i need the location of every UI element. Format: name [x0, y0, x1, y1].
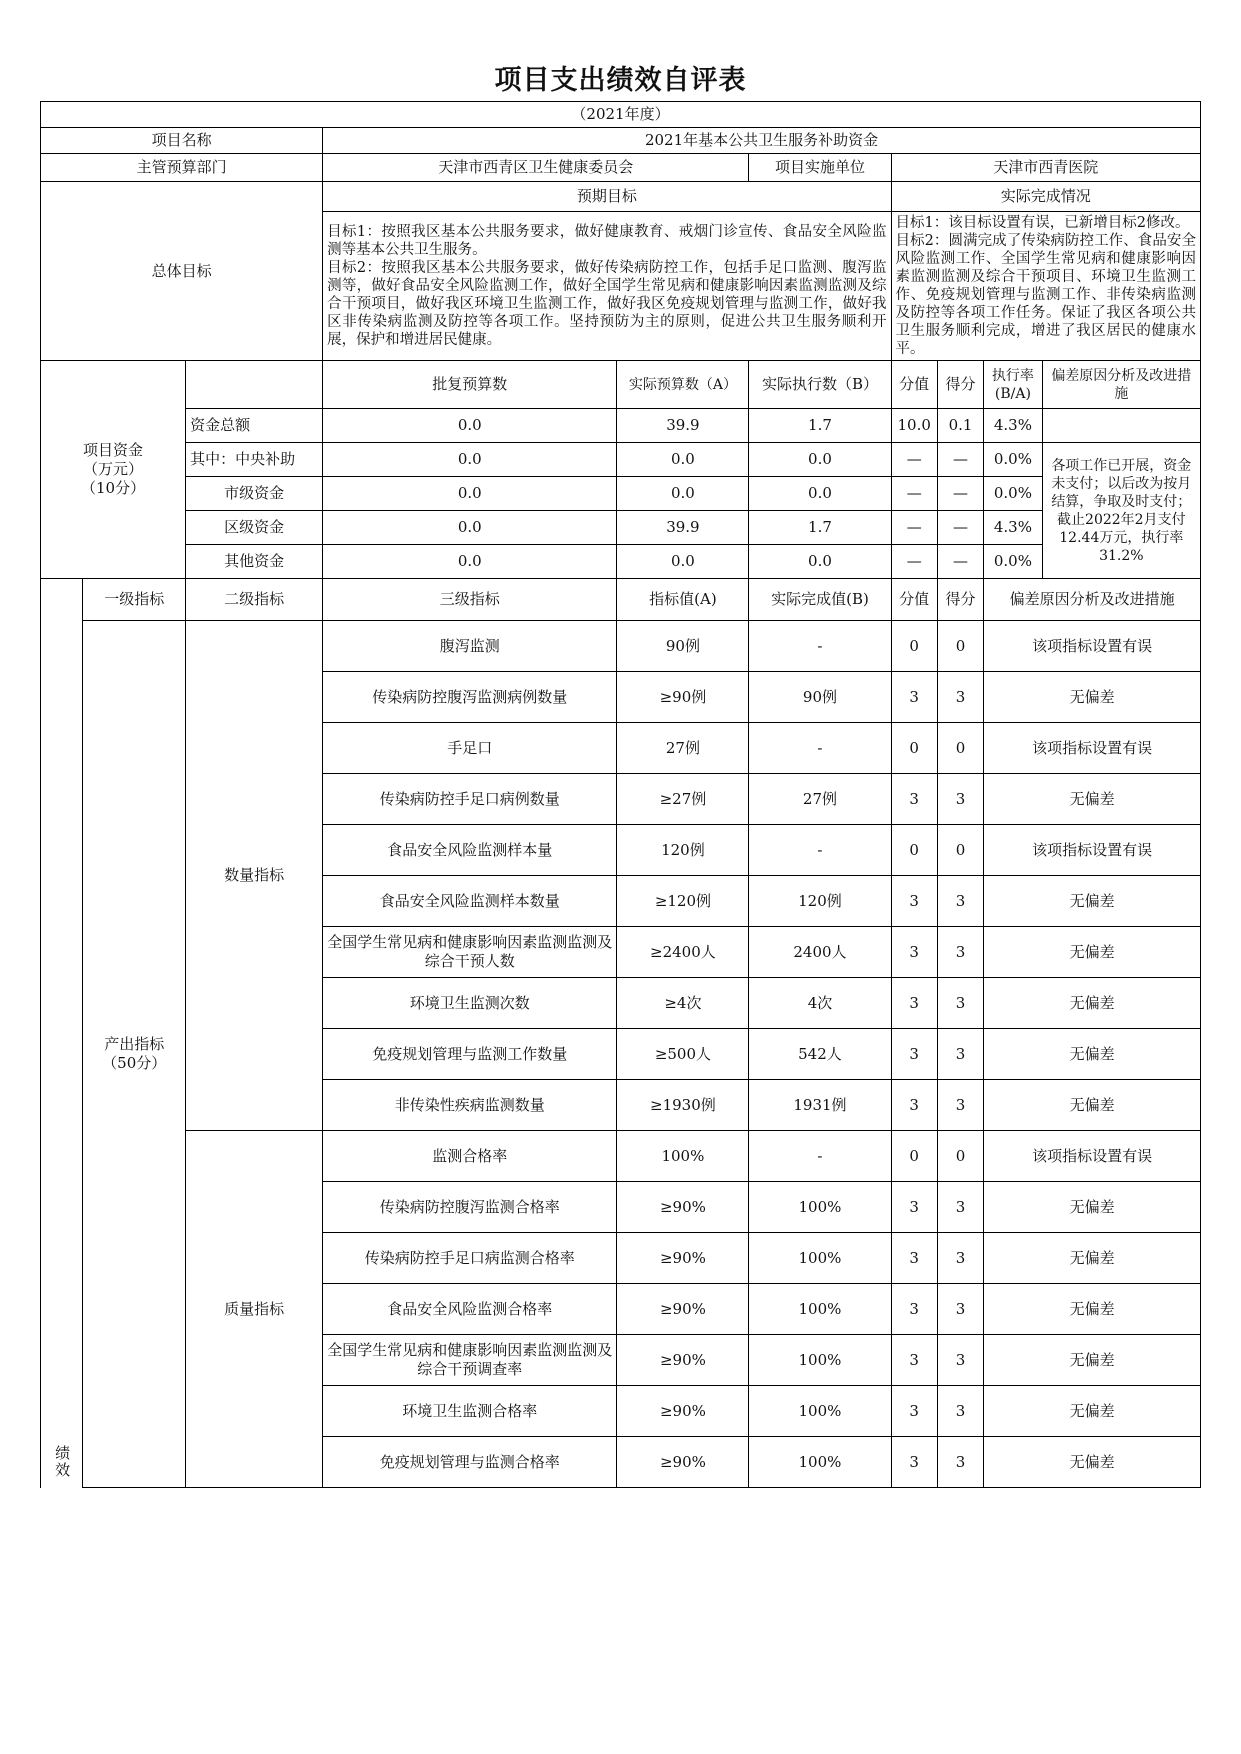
- funds-row-rate: 0.0%: [984, 545, 1042, 579]
- funds-row-score: —: [937, 545, 983, 579]
- funds-analysis-text: 各项工作已开展，资金未支付；以后改为按月结算，争取及时支付；截止2022年2月支付12.44万元，执行率31.2%: [1042, 443, 1200, 579]
- indicator-analysis: 无偏差: [984, 927, 1201, 978]
- indicator-score-value: 3: [891, 978, 937, 1029]
- funds-header-approved: 批复预算数: [323, 361, 617, 409]
- evaluation-table: [40, 101, 1201, 1488]
- indicator-score: 3: [937, 876, 983, 927]
- indicator-score-value: 3: [891, 774, 937, 825]
- funds-row-actual-budget: 0.0: [617, 443, 749, 477]
- funds-label: 项目资金 （万元） （10分）: [41, 361, 186, 579]
- department-label: 主管预算部门: [41, 154, 323, 182]
- indicator-target: 100%: [617, 1131, 749, 1182]
- indicator-name: 食品安全风险监测样本数量: [323, 876, 617, 927]
- indicator-analysis: 无偏差: [984, 1080, 1201, 1131]
- indicator-score-value: 0: [891, 825, 937, 876]
- indicator-actual: 100%: [749, 1386, 891, 1437]
- indicator-name: 非传染性疾病监测数量: [323, 1080, 617, 1131]
- indicator-score-value: 3: [891, 927, 937, 978]
- funds-header-blank: [186, 361, 323, 409]
- indicator-score-value: 3: [891, 1029, 937, 1080]
- indicator-score-value: 3: [891, 1233, 937, 1284]
- funds-row-name: 市级资金: [186, 477, 323, 511]
- funds-row-score-value: —: [891, 443, 937, 477]
- indicator-target: ≥120例: [617, 876, 749, 927]
- quality-indicator-label: 质量指标: [186, 1131, 323, 1488]
- indicator-actual: -: [749, 1131, 891, 1182]
- indicator-score: 0: [937, 1131, 983, 1182]
- indicator-target: ≥90%: [617, 1386, 749, 1437]
- funds-row-actual-budget: 0.0: [617, 477, 749, 511]
- indicator-name: 食品安全风险监测样本量: [323, 825, 617, 876]
- quantity-indicator-label: 数量指标: [186, 621, 323, 1131]
- actual-goal-text: 目标1：该目标设置有误，已新增目标2修改。 目标2：圆满完成了传染病防控工作、食品安全风险监测工作、全国学生常见病和健康影响因素监测监测及综合干预项目、环境卫生监测工作、免疫规划管理与监测工作、非传染病监测及防控等各项工作任务。保证了我区各项公共卫生服务顺利完成，增进了我区居民的健康水平。: [891, 212, 1200, 361]
- indicator-analysis: 该项指标设置有误: [984, 621, 1201, 672]
- funds-row-actual-budget: 39.9: [617, 511, 749, 545]
- project-name-label: 项目名称: [41, 128, 323, 154]
- indicator-name: 传染病防控手足口病例数量: [323, 774, 617, 825]
- indicator-header-level2: 二级指标: [186, 579, 323, 621]
- expected-goal-header: 预期目标: [323, 182, 891, 212]
- indicator-name: 免疫规划管理与监测工作数量: [323, 1029, 617, 1080]
- indicator-analysis: 无偏差: [984, 876, 1201, 927]
- indicator-actual: 100%: [749, 1335, 891, 1386]
- indicator-target: ≥27例: [617, 774, 749, 825]
- indicator-name: 监测合格率: [323, 1131, 617, 1182]
- funds-row: [41, 443, 1201, 477]
- indicator-actual: -: [749, 723, 891, 774]
- funds-analysis-empty: [1042, 409, 1200, 443]
- indicator-score-value: 3: [891, 1080, 937, 1131]
- indicator-name: 腹泻监测: [323, 621, 617, 672]
- indicator-actual: 100%: [749, 1233, 891, 1284]
- expected-goal-text: 目标1：按照我区基本公共服务要求，做好健康教育、戒烟门诊宣传、食品安全风险监测等基本公共卫生服务。 目标2：按照我区基本公共服务要求，做好传染病防控工作，包括手足口监测、腹泻监测等，做好食品安全风险监测工作，做好全国学生常见病和健康影响因素监测监测及综合干预项目，做好我区环境卫生监测工作，做好我区免疫规划管理与监测工作，做好我区非传染病监测及防控等各项工作。坚持预防为主的原则，促进公共卫生服务顺利开展，保护和增进居民健康。: [323, 212, 891, 361]
- indicator-name: 全国学生常见病和健康影响因素监测监测及综合干预调查率: [323, 1335, 617, 1386]
- indicator-score-value: 0: [891, 723, 937, 774]
- funds-row-executed: 0.0: [749, 477, 891, 511]
- indicator-name: 传染病防控腹泻监测病例数量: [323, 672, 617, 723]
- funds-row-executed: 1.7: [749, 409, 891, 443]
- indicator-score: 3: [937, 927, 983, 978]
- indicator-score-value: 0: [891, 621, 937, 672]
- indicator-score-value: 3: [891, 876, 937, 927]
- funds-row-executed: 0.0: [749, 545, 891, 579]
- indicator-score: 0: [937, 723, 983, 774]
- indicator-target: ≥2400人: [617, 927, 749, 978]
- funds-row-score-value: 10.0: [891, 409, 937, 443]
- funds-row: [41, 511, 1201, 545]
- funds-row-name: 资金总额: [186, 409, 323, 443]
- indicator-target: ≥90%: [617, 1437, 749, 1488]
- funds-row-approved: 0.0: [323, 409, 617, 443]
- funds-row-score: —: [937, 477, 983, 511]
- funds-row-score-value: —: [891, 545, 937, 579]
- indicator-target: ≥500人: [617, 1029, 749, 1080]
- indicator-actual: -: [749, 621, 891, 672]
- funds-row-executed: 1.7: [749, 511, 891, 545]
- indicator-actual: 2400人: [749, 927, 891, 978]
- indicator-name: 传染病防控腹泻监测合格率: [323, 1182, 617, 1233]
- funds-row-score-value: —: [891, 477, 937, 511]
- indicator-score-value: 3: [891, 1335, 937, 1386]
- funds-row-approved: 0.0: [323, 545, 617, 579]
- indicator-target: ≥90例: [617, 672, 749, 723]
- indicator-name: 免疫规划管理与监测合格率: [323, 1437, 617, 1488]
- indicator-score: 0: [937, 825, 983, 876]
- funds-header-rate: 执行率(B/A): [984, 361, 1042, 409]
- funds-row-name: 区级资金: [186, 511, 323, 545]
- indicator-analysis: 该项指标设置有误: [984, 825, 1201, 876]
- indicator-score: 3: [937, 1233, 983, 1284]
- indicator-score-value: 0: [891, 1131, 937, 1182]
- indicator-score-value: 3: [891, 1284, 937, 1335]
- indicator-actual: -: [749, 825, 891, 876]
- funds-header-analysis: 偏差原因分析及改进措施: [1042, 361, 1200, 409]
- performance-label: 绩效: [53, 1444, 72, 1479]
- indicator-score: 3: [937, 1284, 983, 1335]
- indicator-actual: 120例: [749, 876, 891, 927]
- funds-header-score-value: 分值: [891, 361, 937, 409]
- performance-section-label: [41, 579, 83, 1488]
- funds-row-rate: 4.3%: [984, 409, 1042, 443]
- indicator-target: ≥90%: [617, 1182, 749, 1233]
- indicator-actual: 90例: [749, 672, 891, 723]
- funds-row-score: —: [937, 511, 983, 545]
- funds-row: [41, 545, 1201, 579]
- indicator-target: 27例: [617, 723, 749, 774]
- indicator-target: ≥90%: [617, 1233, 749, 1284]
- funds-row-rate: 0.0%: [984, 443, 1042, 477]
- indicator-target: ≥90%: [617, 1335, 749, 1386]
- department-value: 天津市西青区卫生健康委员会: [323, 154, 749, 182]
- page-title: 项目支出绩效自评表: [494, 65, 747, 96]
- funds-row-approved: 0.0: [323, 477, 617, 511]
- funds-row-rate: 4.3%: [984, 511, 1042, 545]
- funds-row-executed: 0.0: [749, 443, 891, 477]
- year-cell: （2021年度）: [41, 102, 1201, 128]
- indicator-score: 3: [937, 774, 983, 825]
- funds-row-actual-budget: 0.0: [617, 545, 749, 579]
- implementing-unit-label: 项目实施单位: [749, 154, 891, 182]
- indicator-name: 全国学生常见病和健康影响因素监测监测及综合干预人数: [323, 927, 617, 978]
- indicator-analysis: 无偏差: [984, 1029, 1201, 1080]
- indicator-score: 3: [937, 978, 983, 1029]
- indicator-row: [41, 1131, 1201, 1182]
- funds-row-approved: 0.0: [323, 511, 617, 545]
- indicator-header-score-value: 分值: [891, 579, 937, 621]
- funds-header-executed: 实际执行数（B）: [749, 361, 891, 409]
- indicator-analysis: 无偏差: [984, 978, 1201, 1029]
- indicator-score-value: 3: [891, 1437, 937, 1488]
- indicator-analysis: 该项指标设置有误: [984, 723, 1201, 774]
- indicator-analysis: 无偏差: [984, 1233, 1201, 1284]
- indicator-name: 环境卫生监测次数: [323, 978, 617, 1029]
- indicator-target: ≥1930例: [617, 1080, 749, 1131]
- funds-header-actual-budget: 实际预算数（A）: [617, 361, 749, 409]
- indicator-score: 3: [937, 1386, 983, 1437]
- indicator-analysis: 无偏差: [984, 1284, 1201, 1335]
- indicator-name: 传染病防控手足口病监测合格率: [323, 1233, 617, 1284]
- indicator-target: 90例: [617, 621, 749, 672]
- project-name-value: 2021年基本公共卫生服务补助资金: [323, 128, 1201, 154]
- indicator-target: 120例: [617, 825, 749, 876]
- funds-row-rate: 0.0%: [984, 477, 1042, 511]
- indicator-analysis: 无偏差: [984, 1335, 1201, 1386]
- funds-row-approved: 0.0: [323, 443, 617, 477]
- indicator-target: ≥4次: [617, 978, 749, 1029]
- funds-header-score: 得分: [937, 361, 983, 409]
- indicator-header-score: 得分: [937, 579, 983, 621]
- indicator-score: 3: [937, 1182, 983, 1233]
- funds-row-score: —: [937, 443, 983, 477]
- indicator-name: 环境卫生监测合格率: [323, 1386, 617, 1437]
- actual-goal-header: 实际完成情况: [891, 182, 1200, 212]
- indicator-score: 0: [937, 621, 983, 672]
- indicator-score: 3: [937, 1080, 983, 1131]
- indicator-header-level3: 三级指标: [323, 579, 617, 621]
- overall-goal-label: 总体目标: [41, 182, 323, 361]
- indicator-actual: 100%: [749, 1284, 891, 1335]
- funds-row-score-value: —: [891, 511, 937, 545]
- funds-row-name: 其中：中央补助: [186, 443, 323, 477]
- indicator-actual: 4次: [749, 978, 891, 1029]
- funds-row: [41, 477, 1201, 511]
- indicator-score-value: 3: [891, 1386, 937, 1437]
- indicator-actual: 1931例: [749, 1080, 891, 1131]
- implementing-unit-value: 天津市西青医院: [891, 154, 1200, 182]
- funds-row-name: 其他资金: [186, 545, 323, 579]
- indicator-analysis: 无偏差: [984, 1437, 1201, 1488]
- indicator-score: 3: [937, 1437, 983, 1488]
- indicator-header-level1: 一级指标: [83, 579, 186, 621]
- funds-row-score: 0.1: [937, 409, 983, 443]
- indicator-header-target: 指标值(A): [617, 579, 749, 621]
- indicator-analysis: 该项指标设置有误: [984, 1131, 1201, 1182]
- indicator-actual: 542人: [749, 1029, 891, 1080]
- indicator-header-analysis: 偏差原因分析及改进措施: [984, 579, 1201, 621]
- indicator-analysis: 无偏差: [984, 1386, 1201, 1437]
- indicator-analysis: 无偏差: [984, 774, 1201, 825]
- output-indicator-label: 产出指标 （50分）: [83, 621, 186, 1488]
- indicator-analysis: 无偏差: [984, 1182, 1201, 1233]
- indicator-score-value: 3: [891, 1182, 937, 1233]
- indicator-actual: 27例: [749, 774, 891, 825]
- indicator-name: 食品安全风险监测合格率: [323, 1284, 617, 1335]
- indicator-analysis: 无偏差: [984, 672, 1201, 723]
- indicator-score: 3: [937, 672, 983, 723]
- funds-row: [41, 409, 1201, 443]
- indicator-header-actual: 实际完成值(B): [749, 579, 891, 621]
- indicator-score-value: 3: [891, 672, 937, 723]
- indicator-actual: 100%: [749, 1182, 891, 1233]
- funds-row-actual-budget: 39.9: [617, 409, 749, 443]
- indicator-name: 手足口: [323, 723, 617, 774]
- indicator-score: 3: [937, 1335, 983, 1386]
- indicator-target: ≥90%: [617, 1284, 749, 1335]
- indicator-row: [41, 621, 1201, 672]
- indicator-actual: 100%: [749, 1437, 891, 1488]
- indicator-score: 3: [937, 1029, 983, 1080]
